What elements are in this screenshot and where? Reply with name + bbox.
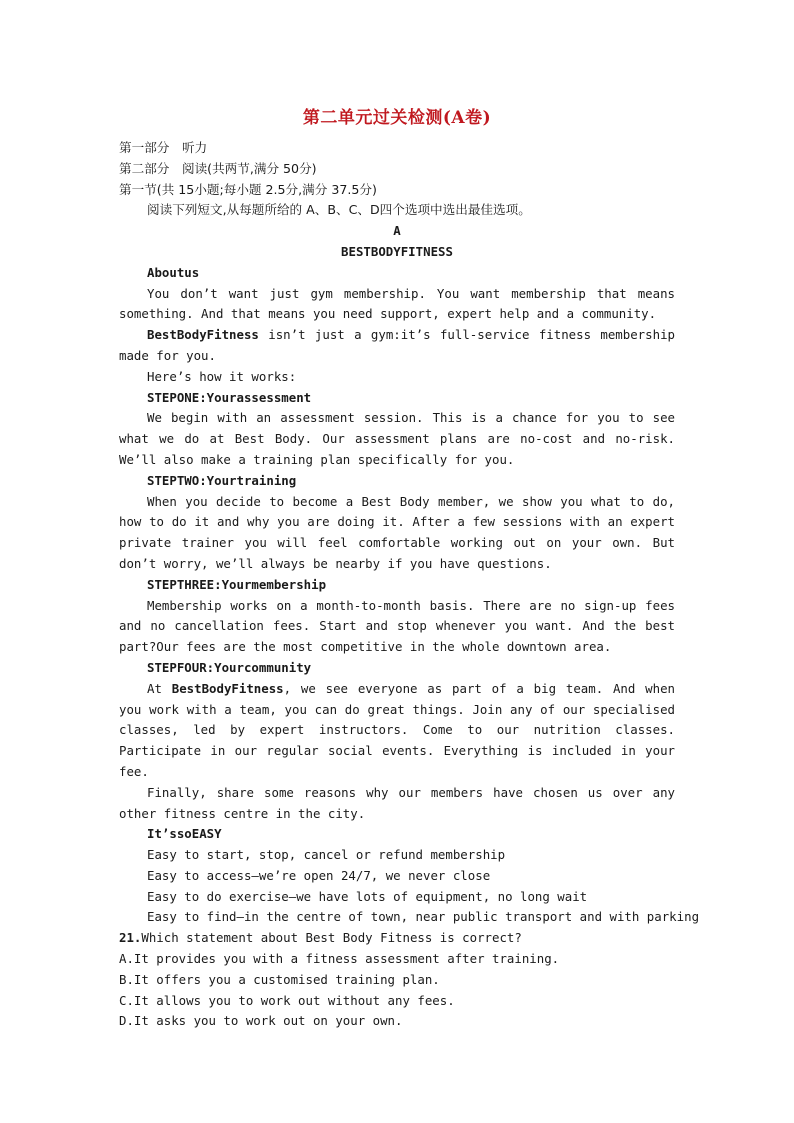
brand-name-step-four: BestBodyFitness <box>171 680 284 696</box>
paragraph-intro: You don’t want just gym membership. You want membership that means something. And that means you need support, expert help and a community. <box>119 285 675 322</box>
option-a: A.It provides you with a fitness assessment after training. <box>119 951 560 967</box>
part-one-label: 第一部分 听力 <box>119 140 208 155</box>
step-four-prefix: At <box>147 680 172 696</box>
option-c: C.It allows you to work out without any fees. <box>119 992 455 1008</box>
easy-item: Easy to start, stop, cancel or refund membership <box>147 847 506 863</box>
step-two-heading: STEPTWO:Yourtraining <box>147 472 297 488</box>
step-two-text: When you decide to become a Best Body member, we show you what to do, how to do it and why you are doing it. After a few sessions with an expert private trainer you will feel comfortable working out on your own. But don’t worry, we’ll always be nearby if you have questions. <box>119 493 675 571</box>
option-d: D.It asks you to work out on your own. <box>119 1013 403 1029</box>
reading-instruction: 阅读下列短文,从每题所给的 A、B、C、D四个选项中选出最佳选项。 <box>147 202 531 218</box>
step-four-heading: STEPFOUR:Yourcommunity <box>147 659 312 675</box>
paragraph-full-service-text: isn’t just a gym:it’s full-service fitness membership made for you. <box>119 327 675 363</box>
easy-item: Easy to access—we’re open 24/7, we never close <box>147 867 491 883</box>
page-title: 第二单元过关检测(A卷) <box>302 108 492 128</box>
question-text: Which statement about Best Body Fitness is correct? <box>141 930 522 946</box>
step-four-body: , we see everyone as part of a big team. And when you work with a team, you can do great things. Join any of our specialised classes, led by expert instructors. Come to our nutrition classes. Participate in our regular social events. Everything is included in your fee. <box>119 680 675 779</box>
step-three-heading: STEPTHREE:Yourmembership <box>147 576 327 592</box>
passage-label: A <box>393 223 401 239</box>
step-three-text: Membership works on a month-to-month basis. There are no sign-up fees and no cancellation fees. Start and stop whenever you want. And the best part?Our fees are the most competitive in the whole downtown area. <box>119 597 675 655</box>
paragraph-finally: Finally, share some reasons why our members have chosen us over any other fitness centre in the city. <box>119 784 675 821</box>
document-page <box>119 104 700 1032</box>
easy-item: Easy to find—in the centre of town, near public transport and with parking <box>147 909 700 925</box>
step-one-heading: STEPONE:Yourassessment <box>147 389 312 405</box>
how-it-works: Here’s how it works: <box>147 368 297 384</box>
option-b: B.It offers you a customised training plan. <box>119 971 440 987</box>
section-one-label: 第一节(共 15小题;每小题 2.5分,满分 37.5分) <box>119 181 377 197</box>
part-two-label: 第二部分 阅读(共两节,满分 50分) <box>119 160 317 176</box>
passage-heading: BESTBODYFITNESS <box>341 243 453 259</box>
paragraph-full-service <box>119 325 675 367</box>
step-one-text: We begin with an assessment session. This is a chance for you to see what we do at Best Body. Our assessment plans are no-cost and no-risk. We’ll also make a training plan specifically for you. <box>119 410 675 467</box>
about-heading: Aboutus <box>147 264 200 280</box>
question-stem <box>119 928 675 949</box>
brand-name: BestBodyFitness <box>147 327 259 343</box>
question-number: 21. <box>119 930 142 946</box>
step-four-text <box>119 679 675 783</box>
easy-heading: It’ssoEASY <box>147 826 222 842</box>
easy-item: Easy to do exercise—we have lots of equipment, no long wait <box>147 888 588 904</box>
